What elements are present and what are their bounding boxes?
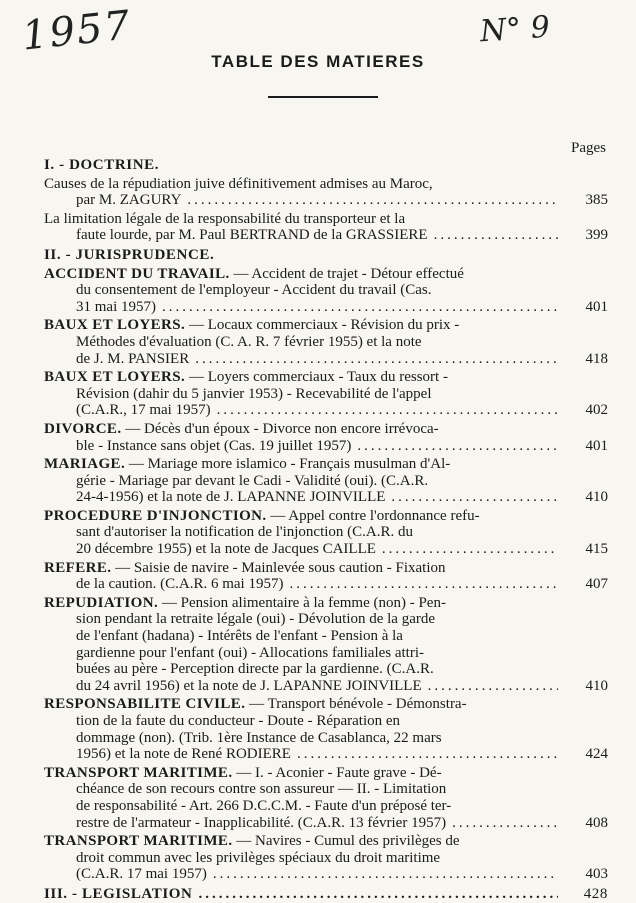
page-number: 399 — [585, 227, 608, 244]
page-number: 401 — [585, 298, 608, 315]
page-number: 415 — [585, 541, 608, 558]
toc-entry — [44, 421, 608, 454]
leader-dots — [452, 815, 558, 832]
entry-text: ble - Instance sans objet (Cas. 19 juillet 1957) — [76, 437, 352, 454]
entry-last-line — [44, 576, 608, 593]
toc-entry — [44, 595, 608, 695]
page-number: 410 — [585, 677, 608, 694]
page-number: 385 — [585, 192, 608, 209]
entry-text: La limitation légale de la responsabilité du transporteur et la — [44, 210, 406, 227]
entry-line: buées au père - Perception directe par la gardienne. (C.A.R. — [76, 661, 434, 678]
leader-dots — [428, 678, 558, 695]
entry-keyword: BAUX ET LOYERS. — [44, 369, 186, 386]
entry-line — [44, 560, 608, 577]
entry-line — [44, 369, 608, 386]
handwritten-issue-number: N° 9 — [478, 9, 552, 50]
table-of-contents — [44, 154, 608, 903]
entry-text: du 24 avril 1956) et la note de J. LAPANNE JOINVILLE — [76, 677, 422, 694]
entry-line: chéance de son recours contre son assureur — II. - Limitation — [76, 781, 447, 798]
entry-text: (C.A.R., 17 mai 1957) — [76, 402, 211, 419]
entry-text: — Locaux commerciaux - Révision du prix - — [185, 317, 460, 334]
pages-column-header: Pages — [571, 140, 606, 156]
leader-dots — [391, 489, 558, 506]
entry-text: Causes de la répudiation juive définitivement admises au Maroc, — [44, 175, 433, 192]
entry-text: restre de l'armateur - Inapplicabilité. (C.A.R. 13 février 1957) — [76, 814, 447, 831]
title-divider — [268, 96, 378, 98]
entry-line: Méthodes d'évaluation (C. A. R. 7 février 1955) et la note — [76, 333, 422, 350]
leader-dots — [434, 227, 558, 244]
entry-last-line — [44, 489, 608, 506]
entry-keyword: REFERE. — [44, 559, 112, 576]
section-heading: I. - DOCTRINE. — [44, 157, 160, 173]
entry-line: gérie - Mariage par devant le Cadi - Validité (oui). (C.A.R. — [76, 472, 429, 489]
section-heading-text: III. - LEGISLATION — [44, 885, 193, 902]
entry-line: de l'enfant (hadana) - Intérêts de l'enfant - Pension à la — [76, 628, 403, 645]
entry-line — [44, 765, 608, 782]
leader-dots — [217, 402, 558, 419]
entry-text: — I. - Aconier - Faute grave - Dé- — [232, 764, 442, 781]
page-number: 424 — [585, 746, 608, 763]
page-number: 402 — [585, 402, 608, 419]
entry-keyword: PROCEDURE D'INJONCTION. — [44, 507, 267, 524]
page-number: 410 — [585, 489, 608, 506]
leader-dots — [213, 866, 558, 883]
entry-keyword: TRANSPORT MARITIME. — [44, 764, 233, 781]
entry-line: gardienne pour l'enfant (oui) - Allocations familiales attri- — [76, 644, 425, 661]
page-number: 428 — [583, 885, 608, 902]
entry-text: — Pension alimentaire à la femme (non) - Pen- — [158, 594, 446, 611]
leader-dots — [297, 746, 558, 763]
leader-dots — [162, 299, 558, 316]
entry-line: tion de la faute du conducteur - Doute - Réparation en — [76, 713, 401, 729]
entry-text: — Mariage more islamico - Français musulman d'Al- — [125, 456, 451, 473]
entry-text: — Accident de trajet - Détour effectué — [229, 265, 464, 282]
entry-text: de J. M. PANSIER — [76, 350, 190, 367]
toc-entry — [44, 560, 608, 593]
toc-entry — [44, 833, 608, 883]
toc-entry — [44, 696, 608, 762]
entry-text: 20 décembre 1955) et la note de Jacques CAILLE — [76, 541, 376, 558]
entry-line — [44, 456, 608, 473]
leader-dots — [198, 886, 558, 903]
toc-entry — [44, 211, 608, 244]
entry-line — [44, 317, 608, 334]
entry-text: — Décès d'un époux - Divorce non encore irrévoca- — [121, 420, 439, 437]
entry-line: du consentement de l'employeur - Accident du travail (Cas. — [76, 282, 432, 299]
leader-dots — [382, 541, 558, 558]
entry-text: — Loyers commerciaux - Taux du ressort - — [185, 369, 448, 386]
toc-entry — [44, 176, 608, 209]
entry-line — [44, 266, 608, 283]
entry-last-line — [44, 351, 608, 368]
leader-dots — [195, 351, 558, 368]
entry-line — [44, 421, 608, 438]
entry-keyword: MARIAGE. — [44, 456, 126, 473]
entry-line — [44, 833, 608, 850]
entry-line — [44, 508, 608, 525]
leader-dots — [289, 576, 558, 593]
entry-keyword: ACCIDENT DU TRAVAIL. — [44, 265, 230, 282]
toc-entry — [44, 266, 608, 316]
section-heading: II. - JURISPRUDENCE. — [44, 246, 215, 263]
entry-line — [44, 595, 608, 612]
toc-entry — [44, 317, 608, 367]
entry-last-line — [44, 815, 608, 832]
entry-last-line — [44, 866, 608, 883]
entry-text: — Transport bénévole - Démonstra- — [245, 696, 467, 713]
entry-text: 31 mai 1957) — [76, 298, 156, 315]
entry-keyword: DIVORCE. — [44, 420, 122, 437]
leader-dots — [187, 192, 558, 209]
entry-last-line — [44, 678, 608, 695]
entry-keyword: RESPONSABILITE CIVILE. — [44, 696, 246, 713]
entry-line: de responsabilité - Art. 266 D.C.C.M. - Faute d'un préposé ter- — [76, 797, 452, 814]
toc-entry — [44, 765, 608, 831]
page-number: 408 — [585, 814, 608, 831]
entry-text: 24-4-1956) et la note de J. LAPANNE JOINVILLE — [76, 489, 386, 506]
section-heading — [44, 886, 608, 903]
handwritten-year-annotation: 1957 — [19, 2, 134, 60]
entry-keyword: BAUX ET LOYERS. — [44, 317, 186, 334]
entry-text: — Saisie de navire - Mainlevée sous caution - Fixation — [111, 559, 446, 576]
entry-line: droit commun avec les privilèges spéciaux du droit maritime — [76, 849, 441, 866]
entry-line: sant d'autoriser la notification de l'injonction (C.A.R. du — [76, 524, 414, 541]
entry-text: 1956) et la note de René RODIERE — [76, 746, 291, 763]
entry-line — [44, 211, 608, 228]
entry-last-line — [44, 438, 608, 455]
entry-text: (C.A.R. 17 mai 1957) — [76, 866, 207, 883]
entry-line: Révision (dahir du 5 janvier 1953) - Recevabilité de l'appel — [76, 385, 432, 402]
toc-entry — [44, 369, 608, 419]
page-number: 418 — [585, 350, 608, 367]
entry-last-line — [44, 402, 608, 419]
page-number: 403 — [585, 866, 608, 883]
toc-entry — [44, 508, 608, 558]
toc-entry — [44, 456, 608, 506]
leader-dots — [357, 438, 558, 455]
entry-text: — Appel contre l'ordonnance refu- — [266, 507, 480, 524]
entry-last-line — [44, 299, 608, 316]
entry-line: sion pendant la retraite légale (oui) - Dévolution de la garde — [76, 611, 436, 628]
entry-last-line — [44, 227, 608, 244]
entry-keyword: REPUDIATION. — [44, 594, 159, 611]
entry-line — [44, 696, 608, 713]
page-title: TABLE DES MATIERES — [211, 52, 425, 71]
entry-keyword: TRANSPORT MARITIME. — [44, 833, 233, 850]
page-number: 401 — [585, 437, 608, 454]
entry-line — [44, 176, 608, 193]
entry-line: dommage (non). (Trib. 1ère Instance de Casablanca, 22 mars — [76, 729, 442, 746]
entry-text: de la caution. (C.A.R. 6 mai 1957) — [76, 576, 284, 593]
page-number: 407 — [585, 576, 608, 593]
entry-last-line — [44, 541, 608, 558]
entry-last-line — [44, 746, 608, 763]
entry-last-line — [44, 192, 608, 209]
entry-text: par M. ZAGURY — [76, 192, 182, 209]
entry-text: — Navires - Cumul des privilèges de — [232, 833, 460, 850]
entry-text: faute lourde, par M. Paul BERTRAND de la GRASSIERE — [76, 227, 428, 244]
